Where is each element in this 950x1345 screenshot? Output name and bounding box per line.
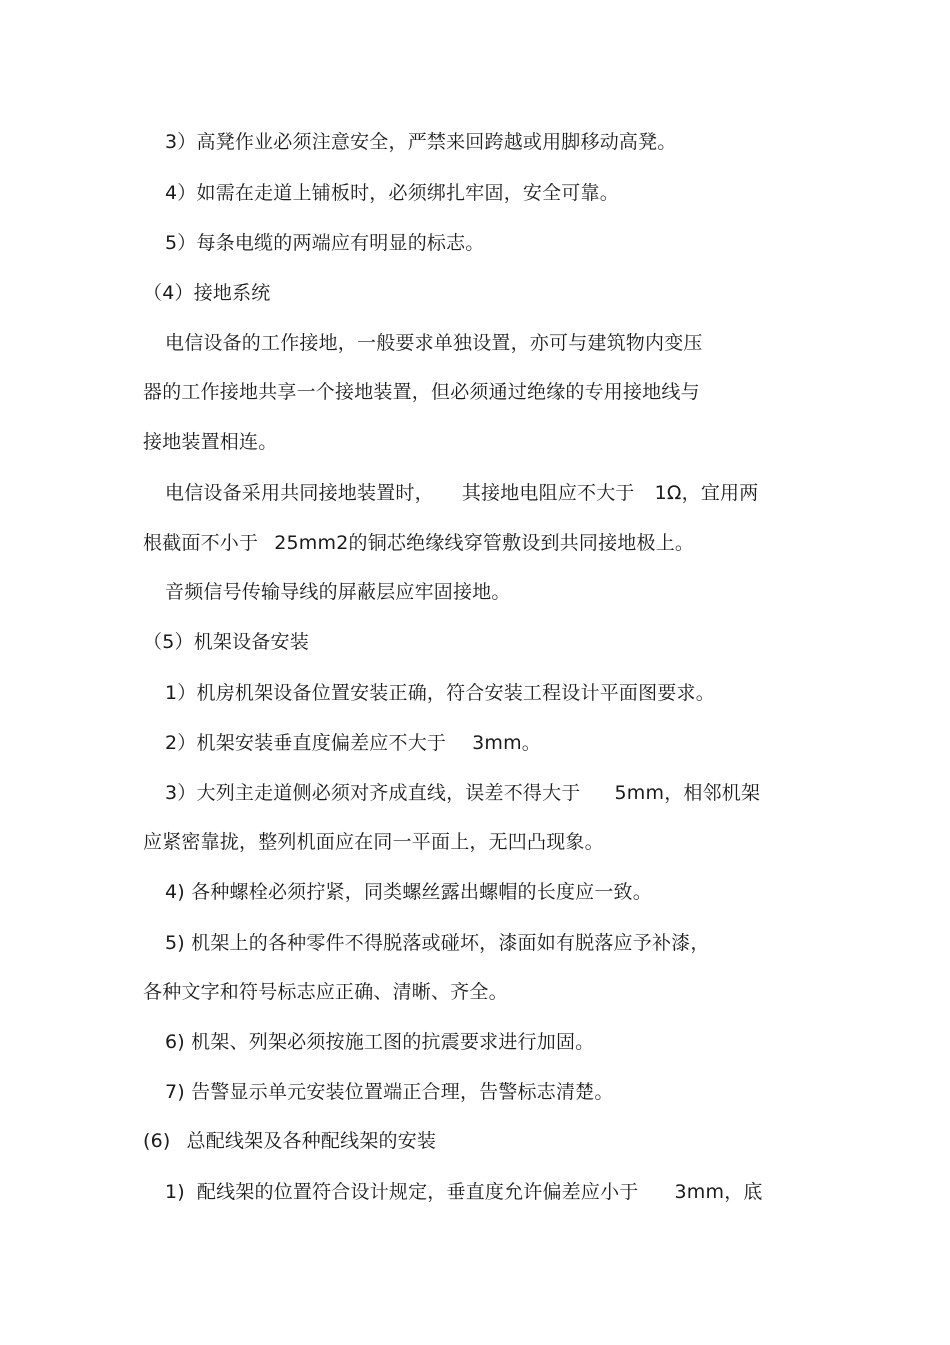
- text-line-8: [165, 481, 758, 505]
- text-segment: (6): [143, 1130, 171, 1152]
- text-line-17: 5) 机架上的各种零件不得脱落或碰坏，漆面如有脱落应予补漆，: [165, 932, 710, 954]
- text-segment: 电信设备采用共同接地装置时，: [165, 482, 434, 504]
- text-line-5: 电信设备的工作接地，一般要求单独设置，亦可与建筑物内变压: [165, 332, 703, 354]
- text-segment: 1Ω，宜用两: [654, 482, 759, 504]
- text-line-12: 1）机房机架设备位置安装正确，符合安装工程设计平面图要求。: [165, 682, 715, 704]
- text-segment: 5mm，相邻机架: [614, 782, 761, 804]
- text-segment: 3）大列主走道侧必须对齐成直线，误差不得大于: [165, 782, 581, 804]
- text-segment: 总配线架及各种配线架的安装: [186, 1130, 437, 1152]
- text-line-1: 3）高凳作业必须注意安全，严禁来回跨越或用脚移动高凳。: [165, 131, 677, 153]
- text-segment: 1): [165, 1181, 185, 1203]
- text-line-6: 器的工作接地共享一个接地装置，但必须通过绝缘的专用接地线与: [143, 381, 700, 403]
- text-line-7: 接地装置相连。: [143, 431, 278, 453]
- text-line-22: [165, 1180, 763, 1204]
- text-segment: 25mm2: [274, 532, 349, 554]
- text-line-20: 7) 告警显示单元安装位置端正合理，告警标志清楚。: [165, 1081, 614, 1103]
- text-segment: 3mm，底: [674, 1181, 763, 1203]
- text-segment: 根截面不小于: [143, 532, 259, 554]
- text-line-13: [165, 731, 541, 755]
- text-segment: 的铜芯绝缘线穿管敷设到共同接地极上。: [348, 532, 695, 554]
- section-heading-5: （5）机架设备安装: [143, 631, 309, 653]
- text-line-14: [165, 781, 760, 805]
- text-segment: 3mm。: [472, 732, 541, 754]
- text-line-18: 各种文字和符号标志应正确、清晰、齐全。: [143, 981, 508, 1003]
- text-line-2: 4）如需在走道上铺板时，必须绑扎牢固，安全可靠。: [165, 182, 619, 204]
- text-line-19: 6) 机架、列架必须按施工图的抗震要求进行加固。: [165, 1031, 595, 1053]
- text-segment: 2）机架安装垂直度偏差应不大于: [165, 732, 447, 754]
- text-line-16: 4) 各种螺栓必须拧紧，同类螺丝露出螺帽的长度应一致。: [165, 881, 652, 903]
- text-segment: 其接地电阻应不大于: [461, 482, 635, 504]
- text-line-9: [143, 531, 694, 555]
- text-line-3: 5）每条电缆的两端应有明显的标志。: [165, 232, 485, 254]
- text-segment: 配线架的位置符合设计规定，垂直度允许偏差应小于: [196, 1181, 639, 1203]
- section-heading-4: （4）接地系统: [143, 282, 271, 304]
- section-heading-6: [143, 1129, 436, 1153]
- text-line-15: 应紧密靠拢，整列机面应在同一平面上，无凹凸现象。: [143, 831, 604, 853]
- text-line-10: 音频信号传输导线的屏蔽层应牢固接地。: [165, 581, 511, 603]
